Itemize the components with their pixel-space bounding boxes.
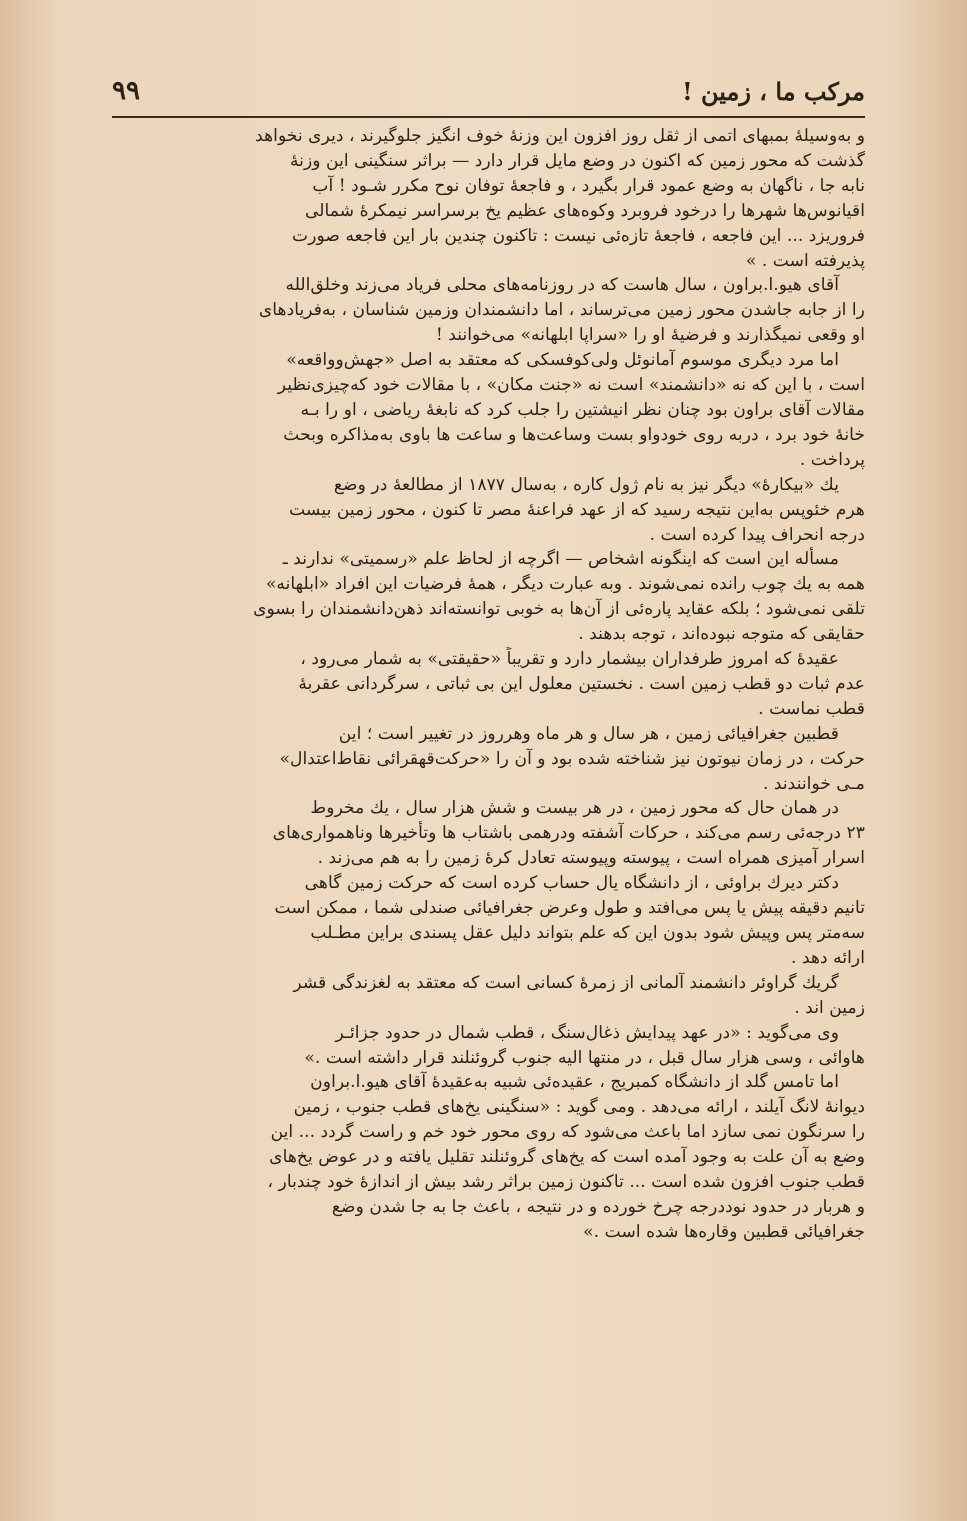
text-line: است ، با این که نه «دانشمند» است نه «جنت مکان» ، با مقالات خود که‌چیزی‌نظیر bbox=[277, 375, 865, 396]
text-line: ارائه دهد . bbox=[791, 947, 865, 968]
text-line: مقالات آقای براون بود چنان نظر انیشتین را جلب کرد که نابغهٔ ریاضی ، او را بـه bbox=[300, 399, 865, 420]
body-text bbox=[112, 124, 865, 1481]
text-line: اسرار آمیزی همراه است ، پیوسته وپیوسته تعادل کرهٔ زمین را به هم می‌زند . bbox=[317, 848, 865, 869]
text-line: گذشت که محور زمین که اکنون در وضع مایل قرار دارد — براثر سنگینی این وزنهٔ bbox=[289, 150, 865, 171]
text-line: اقیانوس‌ها شهرها را درخود فروبرد وکوه‌های عظیم یخ برسراسر نیمکرهٔ شمالی bbox=[304, 200, 865, 221]
text-line: هاوائی ، وسی هزار سال قبل ، در منتها الیه جنوب گروئنلند قرار داشته است .» bbox=[304, 1047, 865, 1068]
text-line: را سرنگون نمی سازد اما باعث می‌شود که روی محور خود خم و راست گردد ... این bbox=[270, 1122, 865, 1143]
text-line: همه به یك چوب رانده نمی‌شوند . وبه عبارت دیگر ، همهٔ فرضیات این افراد «ابلهانه» bbox=[265, 574, 865, 595]
text-line: حقایقی که متوجه نبوده‌اند ، توجه بدهند . bbox=[578, 624, 865, 645]
page-number: ۹۹ bbox=[112, 76, 140, 106]
text-line: تانیم دقیقه پیش یا پس می‌افتد و طول وعرض جغرافیائی صندلی شما ، ممکن است bbox=[274, 898, 865, 919]
running-header bbox=[112, 72, 865, 110]
text-line: هرم خئوپس به‌این نتیجه رسید که از عهد فراعنهٔ مصر تا کنون ، محور زمین بیست bbox=[289, 499, 865, 520]
text-line: یك «بیکارهٔ» دیگر نیز به نام ژول کاره ، به‌سال ۱۸۷۷ از مطالعهٔ در وضع bbox=[333, 474, 839, 495]
text-line: نابه جا ، ناگهان به وضع عمود قرار بگیرد ، و فاجعهٔ توفان نوح مکرر شـود ! آب bbox=[312, 175, 865, 196]
text-line: مـی خوانندند . bbox=[762, 773, 865, 794]
text-line: جغرافیائی قطبین وقاره‌ها شده است .» bbox=[583, 1221, 865, 1242]
text-line: و هربار در حدود نوددرجه چرخ خورده و در نتیجه ، باعث جا به جا شدن وضع bbox=[331, 1196, 865, 1217]
text-line: زمین اند . bbox=[794, 997, 865, 1018]
text-line: پذیرفته است . » bbox=[745, 250, 865, 271]
text-line: را از جابه جاشدن محور زمین می‌ترساند ، اما دانشمندان وزمین شناسان ، به‌فریادهای bbox=[258, 300, 865, 321]
text-line: حرکت ، در زمان نیوتون نیز شناخته شده بود و آن را «حرکت‌قهقرائی نقاط‌اعتدال» bbox=[279, 748, 865, 769]
text-line: وضع به آن علت به وجود آمده است که یخ‌های گروئنلند تقلیل یافته و در عوض یخ‌های bbox=[269, 1147, 865, 1168]
text-line: اما مرد دیگری موسوم آمانوئل ولی‌کوفسکی که معتقد به اصل «جهش‌وواقعه» bbox=[286, 350, 839, 371]
text-line: مسأله این است که اینگونه اشخاص — اگرچه از لحاظ علم «رسمیتی» ندارند ـ bbox=[282, 549, 839, 570]
text-line: دیوانهٔ لانگ آیلند ، ارائه می‌دهد . ومی گوید : «سنگینی یخ‌های قطب جنوب ، زمین bbox=[293, 1097, 865, 1118]
text-line: سه‌متر پس وپیش شود بدون این که علم بتواند دلیل عقل پسندی براین مطـلب bbox=[310, 923, 865, 943]
text-line: درجه انحراف پیدا کرده است . bbox=[649, 524, 865, 545]
text-line: تلقی نمی‌شود ؛ بلکه عقاید پاره‌ئی از آن‌ها به خوبی توانسته‌اند ذهن‌دانشمندان را بسوی bbox=[253, 599, 865, 620]
text-line: آقای هیو.ا.براون ، سال هاست که در روزنامه‌های محلی فریاد می‌زند وخلق‌الله bbox=[285, 275, 839, 296]
text-line: عقیدهٔ که امروز طرفداران بیشمار دارد و تقریباً «حقیقتی» به شمار می‌رود ، bbox=[300, 649, 839, 670]
text-line: پرداخت . bbox=[799, 449, 865, 470]
text-line: در همان حال که محور زمین ، در هر بیست و شش هزار سال ، یك مخروط bbox=[310, 798, 839, 819]
text-line: وی می‌گوید : «در عهد پیدایش ذغال‌سنگ ، قطب شمال در حدود جزائـر bbox=[335, 1022, 839, 1043]
text-line: و به‌وسیلهٔ بمبهای اتمی از ثقل روز افزون این وزنهٔ خوف انگیز جلوگیرند ، دیری نخواهد bbox=[255, 126, 865, 146]
text-line: عدم ثبات دو قطب زمین است . نخستین معلول این بی ثباتی ، سرگردانی عقربهٔ bbox=[298, 673, 865, 694]
text-line: قطب نماست . bbox=[758, 698, 865, 719]
text-line: گریك گراوئر دانشمند آلمانی از زمرهٔ کسانی است که معتقد به لغزندگی قشر bbox=[293, 972, 839, 993]
running-title: مرکب ما ، زمین ! bbox=[682, 76, 865, 106]
text-line: ۲۳ درجه‌ئی رسم می‌کند ، حرکات آشفته ودرهمی باشتاب ها وتأخیرها وناهمواری‌های bbox=[272, 823, 865, 844]
text-line: او وقعی نمیگذارند و فرضیهٔ او را «سراپا ابلهانه» می‌خوانند ! bbox=[435, 325, 865, 346]
text-line: فروریزد ... این فاجعه ، فاجعهٔ تازه‌ئی نیست : تاکنون چندین بار این فاجعه صورت bbox=[292, 225, 865, 246]
text-line: دکتر دیرك براوئی ، از دانشگاه یال حساب کرده است که حرکت زمین گاهی bbox=[304, 873, 839, 894]
text-line: خانهٔ خود برد ، دربه روی خودواو بست وساعت‌ها و ساعت ها باوی به‌مذاکره وبحث bbox=[283, 424, 865, 445]
text-line: اما تامس گلد از دانشگاه کمبریج ، عقیده‌ئی شبیه به‌عقیدهٔ آقای هیو.ا.براون bbox=[310, 1072, 839, 1093]
text-line: قطب جنوب افزون شده است ... تاکنون زمین براثر رشد بیش از اندازهٔ خود چندبار ، bbox=[267, 1172, 865, 1193]
text-line: قطبین جغرافیائی زمین ، هر سال و هر ماه وهرروز در تغییر است ؛ این bbox=[338, 723, 839, 744]
header-rule bbox=[112, 116, 865, 118]
